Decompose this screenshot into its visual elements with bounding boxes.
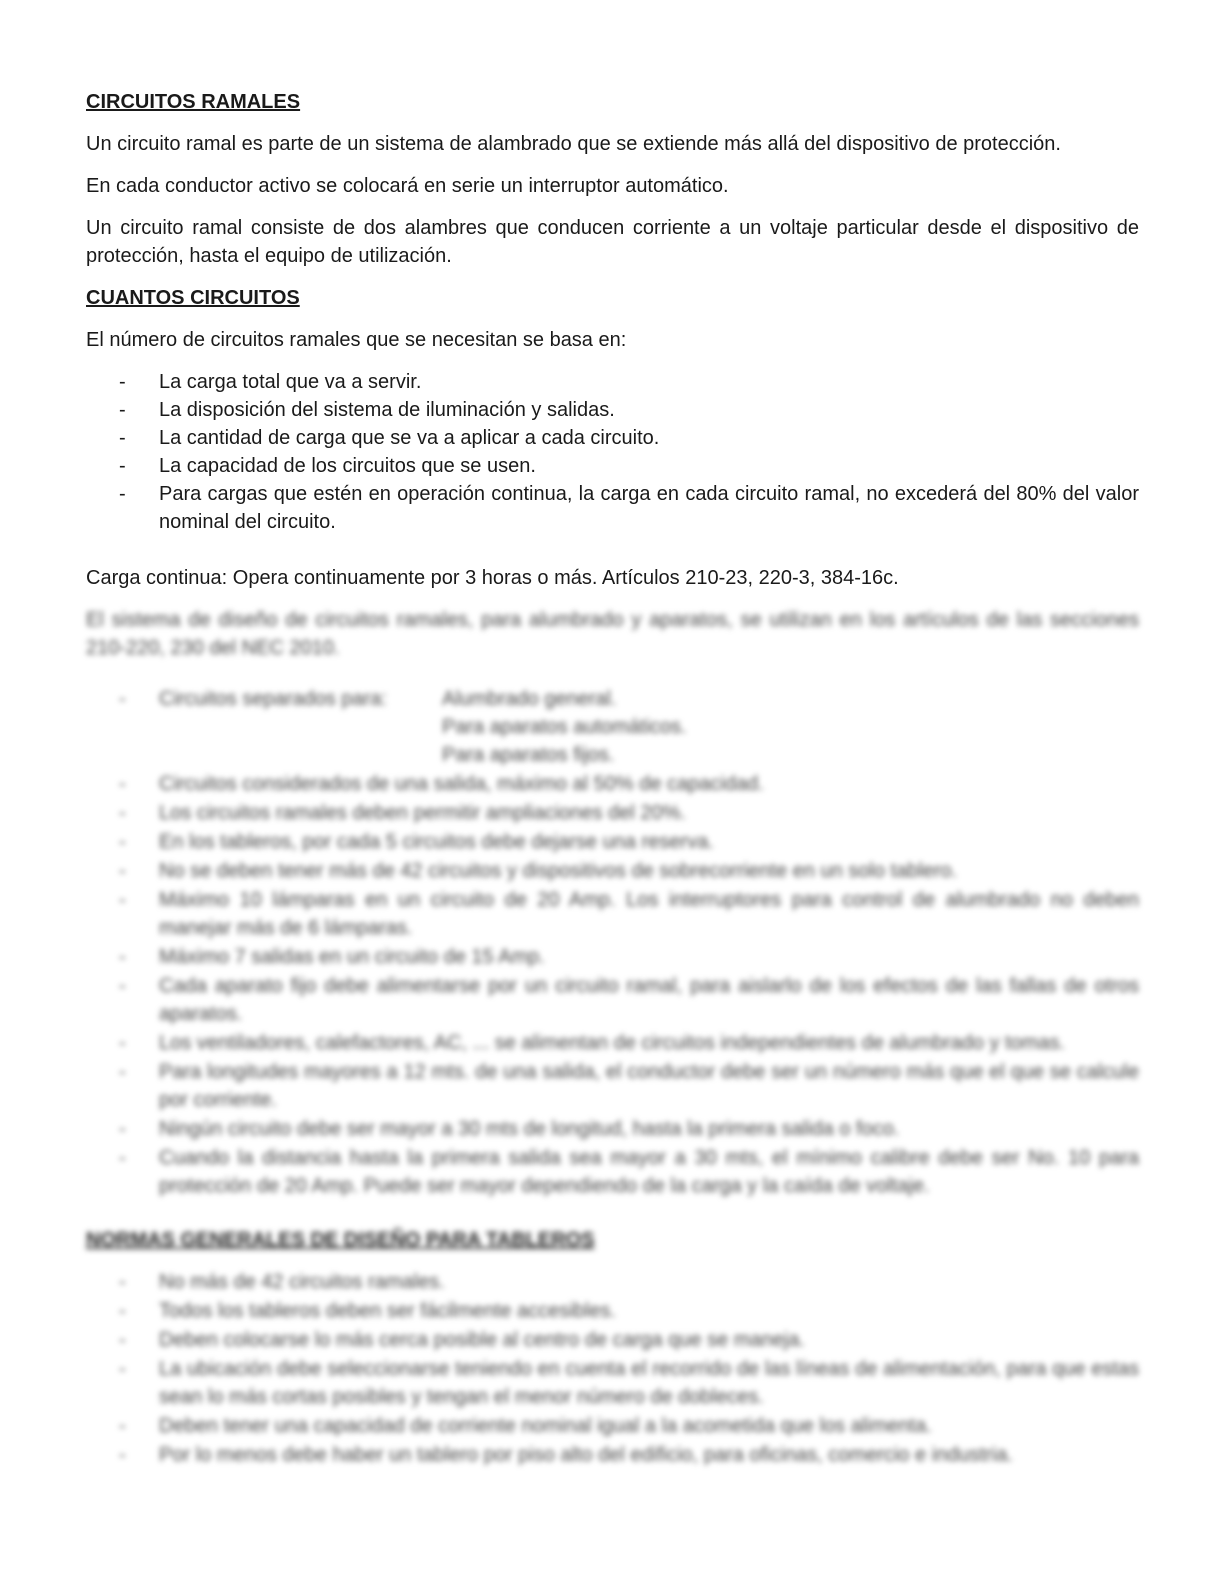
bullet-marker: - <box>119 1415 126 1437</box>
blurred-item-text: Los ventiladores, calefactores, AC, ... se alimentan de circuitos independientes de alumbrado y tomas. <box>159 1032 1066 1054</box>
bullet-marker: - <box>119 1032 126 1054</box>
blurred-heading-normas-tableros: NORMAS GENERALES DE DISEÑO PARA TABLEROS <box>86 1229 595 1251</box>
blurred-paragraph-line: 210-220, 230 del NEC 2010. <box>86 637 340 659</box>
paragraph-carga-continua: Carga continua: Opera continuamente por 3 horas o más. Artículos 210-23, 220-3, 384-16c. <box>86 567 899 589</box>
blurred-list-item <box>86 1115 1139 1143</box>
blurred-item-text: Deben colocarse lo más cerca posible al centro de carga que se maneja. <box>159 1329 805 1351</box>
bullet-marker: - <box>119 1271 126 1293</box>
paragraph-definition-1: Un circuito ramal es parte de un sistema de alambrado que se extiende más allá del dispositivo de protección. <box>86 133 1061 155</box>
bullet-marker: - <box>119 1061 126 1083</box>
list-item-text: Para cargas que estén en operación continua, la carga en cada circuito ramal, no excederá del 80% del valor nominal del circuito. <box>159 483 1139 533</box>
paragraph-definition-3: Un circuito ramal consiste de dos alambres que conducen corriente a un voltaje particular desde el dispositivo de protección, hasta el equipo de utilización. <box>86 217 1139 267</box>
blurred-item-text: Ningún circuito debe ser mayor a 30 mts de longitud, hasta la primera salida o foco. <box>159 1118 900 1140</box>
list-item <box>86 480 1139 536</box>
blurred-list-item <box>86 1029 1139 1057</box>
blurred-list-item <box>86 799 1139 827</box>
blurred-subitem-text: Para aparatos automáticos. <box>442 716 687 738</box>
blurred-item-text: Deben tener una capacidad de corriente nominal igual a la acometida que los alimenta. <box>159 1415 932 1437</box>
blurred-item-text: por corriente. <box>159 1089 277 1111</box>
blurred-item-text: Todos los tableros deben ser fácilmente accesibles. <box>159 1300 616 1322</box>
blurred-list-item <box>86 1144 1139 1200</box>
bullet-marker: - <box>119 399 126 421</box>
blurred-subitem-text: Para aparatos fijos. <box>442 744 615 766</box>
blurred-item-text: manejar más de 6 lámparas. <box>159 917 413 939</box>
paragraph-definition-2: En cada conductor activo se colocará en serie un interruptor automático. <box>86 175 729 197</box>
blurred-list-item <box>86 1297 1139 1325</box>
blurred-list-item <box>86 943 1139 971</box>
criteria-list <box>86 368 1139 536</box>
bullet-marker: - <box>119 1147 126 1169</box>
blurred-list-item <box>86 1441 1139 1469</box>
list-item-text: La carga total que va a servir. <box>159 371 422 393</box>
blurred-list-item <box>86 1355 1139 1411</box>
bullet-marker: - <box>119 455 126 477</box>
list-item-text: La cantidad de carga que se va a aplicar a cada circuito. <box>159 427 660 449</box>
blurred-item-text: La ubicación debe seleccionarse teniendo en cuenta el recorrido de las líneas de alimentación, para que estas <box>159 1358 1139 1380</box>
blurred-list-item <box>86 1326 1139 1354</box>
bullet-marker: - <box>119 427 126 449</box>
heading-circuitos-ramales: CIRCUITOS RAMALES <box>86 91 301 113</box>
blurred-item-text: Cada aparato fijo debe alimentarse por un circuito ramal, para aislarlo de los efectos de las fallas de otros <box>159 975 1139 997</box>
bullet-marker: - <box>119 688 126 710</box>
blurred-item-text: Circuitos separados para: <box>159 688 387 710</box>
blurred-list-item <box>86 857 1139 885</box>
blurred-paragraph <box>86 606 1139 662</box>
blurred-item-text: Los circuitos ramales deben permitir ampliaciones del 20%. <box>159 802 686 824</box>
list-item <box>86 452 1139 480</box>
bullet-marker: - <box>119 1444 126 1466</box>
bullet-marker: - <box>119 860 126 882</box>
blurred-item-text: No se deben tener más de 42 circuitos y dispositivos de sobrecorriente en un solo tablero. <box>159 860 958 882</box>
bullet-marker: - <box>119 802 126 824</box>
blurred-list-item <box>86 1412 1139 1440</box>
bullet-marker: - <box>119 831 126 853</box>
blurred-item-text: Para longitudes mayores a 12 mts. de una salida, el conductor debe ser un número más que el que se calcule <box>159 1061 1139 1083</box>
list-item <box>86 368 1139 396</box>
blurred-rules-list <box>86 685 1139 1200</box>
blurred-item-sublist <box>442 685 687 769</box>
paragraph-intro-list: El número de circuitos ramales que se necesitan se basa en: <box>86 329 627 351</box>
bullet-marker: - <box>119 1118 126 1140</box>
bullet-marker: - <box>119 946 126 968</box>
heading-cuantos-circuitos: CUANTOS CIRCUITOS <box>86 287 300 309</box>
bullet-marker: - <box>119 1358 126 1380</box>
bullet-marker: - <box>119 371 126 393</box>
blurred-item-text: Máximo 10 lámparas en un circuito de 20 Amp. Los interruptores para control de alumbrado no deben <box>159 889 1139 911</box>
blurred-item-text: En los tableros, por cada 5 circuitos debe dejarse una reserva. <box>159 831 714 853</box>
blurred-item-text: Máximo 7 salidas en un circuito de 15 Amp. <box>159 946 545 968</box>
bullet-marker: - <box>119 1300 126 1322</box>
blurred-item-text: aparatos. <box>159 1003 243 1025</box>
bullet-marker: - <box>119 773 126 795</box>
blurred-item-text: protección de 20 Amp. Puede ser mayor dependiendo de la carga y la caída de voltaje. <box>159 1175 930 1197</box>
blurred-list-item <box>86 770 1139 798</box>
blurred-list-item <box>86 685 1139 769</box>
blurred-item-text: Cuando la distancia hasta la primera salida sea mayor a 30 mts, el mínimo calibre debe ser No. 10 para <box>159 1147 1139 1169</box>
list-item <box>86 424 1139 452</box>
blurred-list-item <box>86 1268 1139 1296</box>
blurred-list-item <box>86 886 1139 942</box>
blurred-item-text: No más de 42 circuitos ramales. <box>159 1271 445 1293</box>
blurred-paragraph-line: El sistema de diseño de circuitos ramales, para alumbrado y aparatos, se utilizan en los artículos de las secciones <box>86 609 1139 631</box>
blurred-list-item <box>86 1058 1139 1114</box>
blurred-list-item <box>86 828 1139 856</box>
blurred-tableros-list <box>86 1268 1139 1469</box>
list-item-text: La disposición del sistema de iluminación y salidas. <box>159 399 615 421</box>
blurred-item-text: sean lo más cortas posibles y tengan el menor número de dobleces. <box>159 1386 764 1408</box>
bullet-marker: - <box>119 889 126 911</box>
blurred-item-text: Circuitos considerados de una salida, máximo al 50% de capacidad. <box>159 773 764 795</box>
bullet-marker: - <box>119 975 126 997</box>
list-item <box>86 396 1139 424</box>
list-item-text: La capacidad de los circuitos que se usen. <box>159 455 536 477</box>
bullet-marker: - <box>119 483 126 505</box>
blurred-item-text: Por lo menos debe haber un tablero por piso alto del edificio, para oficinas, comercio e industria. <box>159 1444 1013 1466</box>
blurred-subitem-text: Alumbrado general. <box>442 688 617 710</box>
blurred-list-item <box>86 972 1139 1028</box>
bullet-marker: - <box>119 1329 126 1351</box>
